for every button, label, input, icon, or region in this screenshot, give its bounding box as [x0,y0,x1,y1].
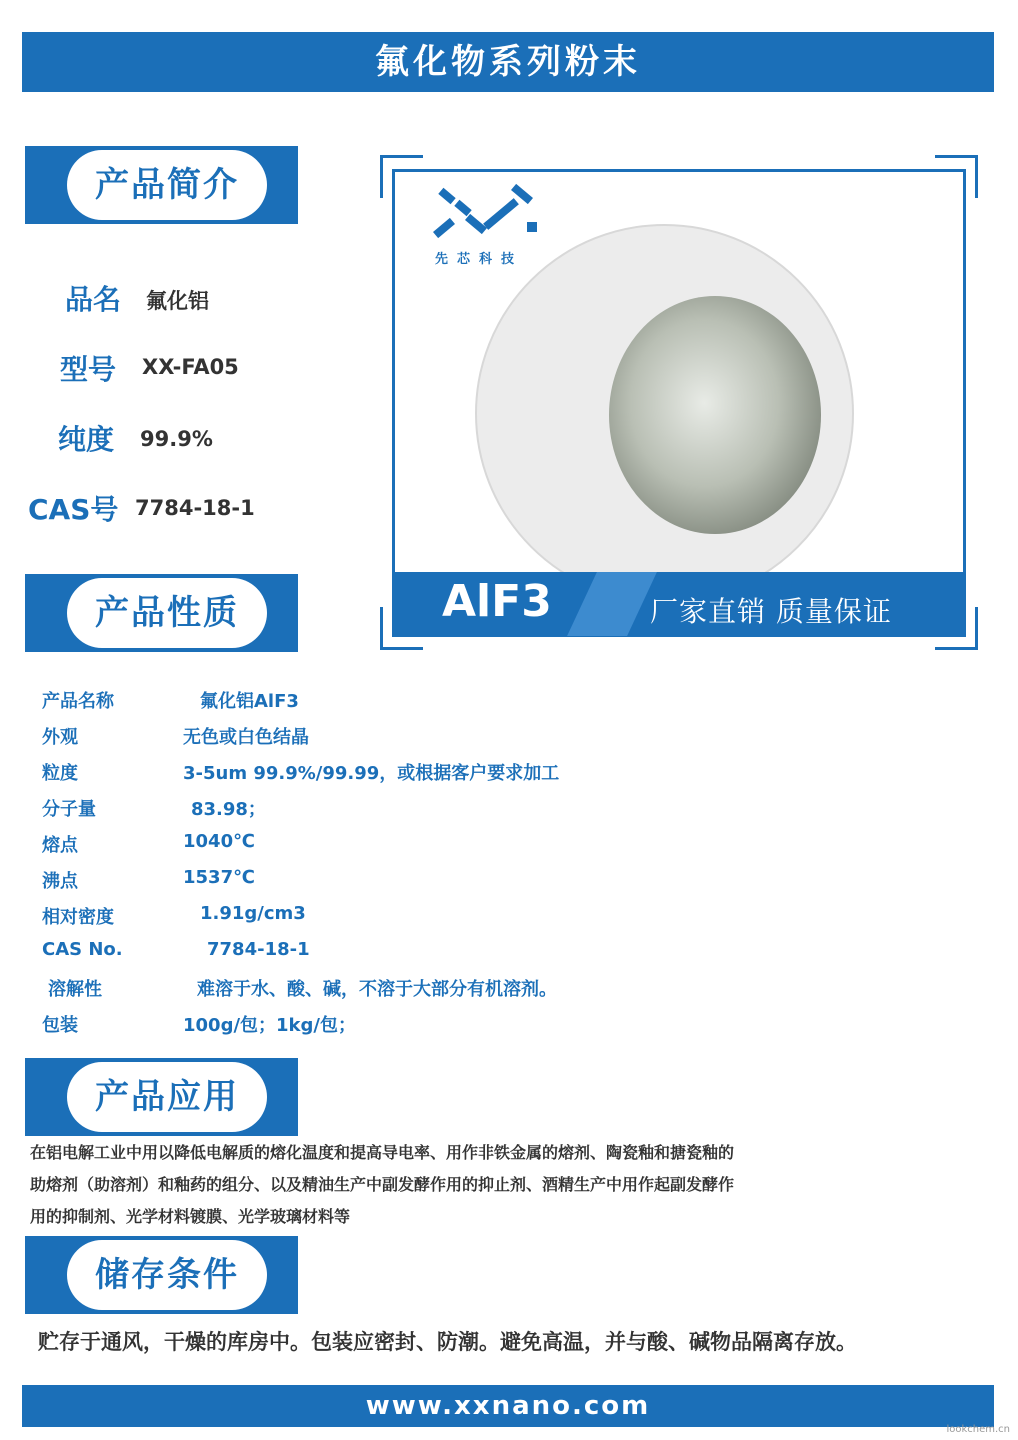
product-formula: AlF3 [442,576,552,627]
spec-model-label: 型号 [60,353,117,386]
property-value: 1040℃ [183,831,255,852]
property-label: 沸点 [42,871,78,892]
property-value: 无色或白色结晶 [183,727,309,748]
banner-divider [567,572,657,636]
product-image-frame [380,155,978,650]
section-title-application: 产品应用 [67,1062,267,1132]
property-value: 3-5um 99.9%/99.99，或根据客户要求加工 [183,763,560,784]
spec-name-label: 品名 [65,283,122,316]
property-value: 氟化铝AlF3 [200,691,299,712]
section-title-properties: 产品性质 [67,578,267,648]
property-label: 分子量 [42,799,96,820]
property-label: 外观 [42,727,78,748]
section-tab-application [25,1058,298,1136]
section-tab-storage [25,1236,298,1314]
page-title: 氟化物系列粉末 [375,42,641,82]
spec-name-value: 氟化铝 [146,289,209,313]
watermark: lookchem.cn [946,1424,1010,1435]
product-banner [392,572,966,636]
property-label: 包装 [42,1015,78,1036]
property-value: 100g/包；1kg/包； [183,1015,356,1036]
spec-purity-label: 纯度 [58,423,115,456]
spec-purity-value: 99.9% [140,427,213,451]
property-value: 1537℃ [183,867,255,888]
application-text [30,1137,930,1233]
property-label: 熔点 [42,835,78,856]
property-label: CAS No. [42,939,123,960]
spec-cas-label: CAS号 [28,493,119,526]
section-title-intro: 产品简介 [67,150,267,220]
section-tab-properties [25,574,298,652]
property-value: 1.91g/cm3 [200,903,306,924]
product-powder-image [609,296,821,534]
footer-url: www.xxnano.com [365,1391,651,1421]
page-title-bar [22,32,994,92]
storage-text: 贮存于通风，干燥的库房中。包装应密封、防潮。避免高温，并与酸、碱物品隔离存放。 [38,1330,857,1354]
property-label: 相对密度 [42,907,114,928]
property-label: 产品名称 [42,691,114,712]
application-line: 助熔剂（助溶剂）和釉药的组分、以及精油生产中副发酵作用的抑止剂、酒精生产中用作起副发酵作 [30,1175,735,1194]
property-value: 7784-18-1 [207,939,310,960]
section-title-storage: 储存条件 [67,1240,267,1310]
spec-model-value: XX-FA05 [142,355,239,379]
product-slogan: 厂家直销 质量保证 [650,595,892,628]
product-photo-panel [392,169,966,637]
application-line: 用的抑制剂、光学材料镀膜、光学玻璃材料等 [30,1207,351,1226]
application-line: 在铝电解工业中用以降低电解质的熔化温度和提高导电率、用作非铁金属的熔剂、陶瓷釉和搪瓷釉的 [30,1143,735,1162]
spec-cas-value: 7784-18-1 [135,496,255,520]
product-photo-circle [475,224,854,603]
property-label: 粒度 [42,763,78,784]
brand-logo-icon [425,180,545,250]
brand-name: 先芯科技 [435,252,524,267]
property-value: 难溶于水、酸、碱，不溶于大部分有机溶剂。 [197,979,557,1000]
footer-bar [22,1385,994,1427]
property-label: 溶解性 [48,979,102,1000]
section-tab-intro [25,146,298,224]
property-value: 83.98； [191,799,266,820]
